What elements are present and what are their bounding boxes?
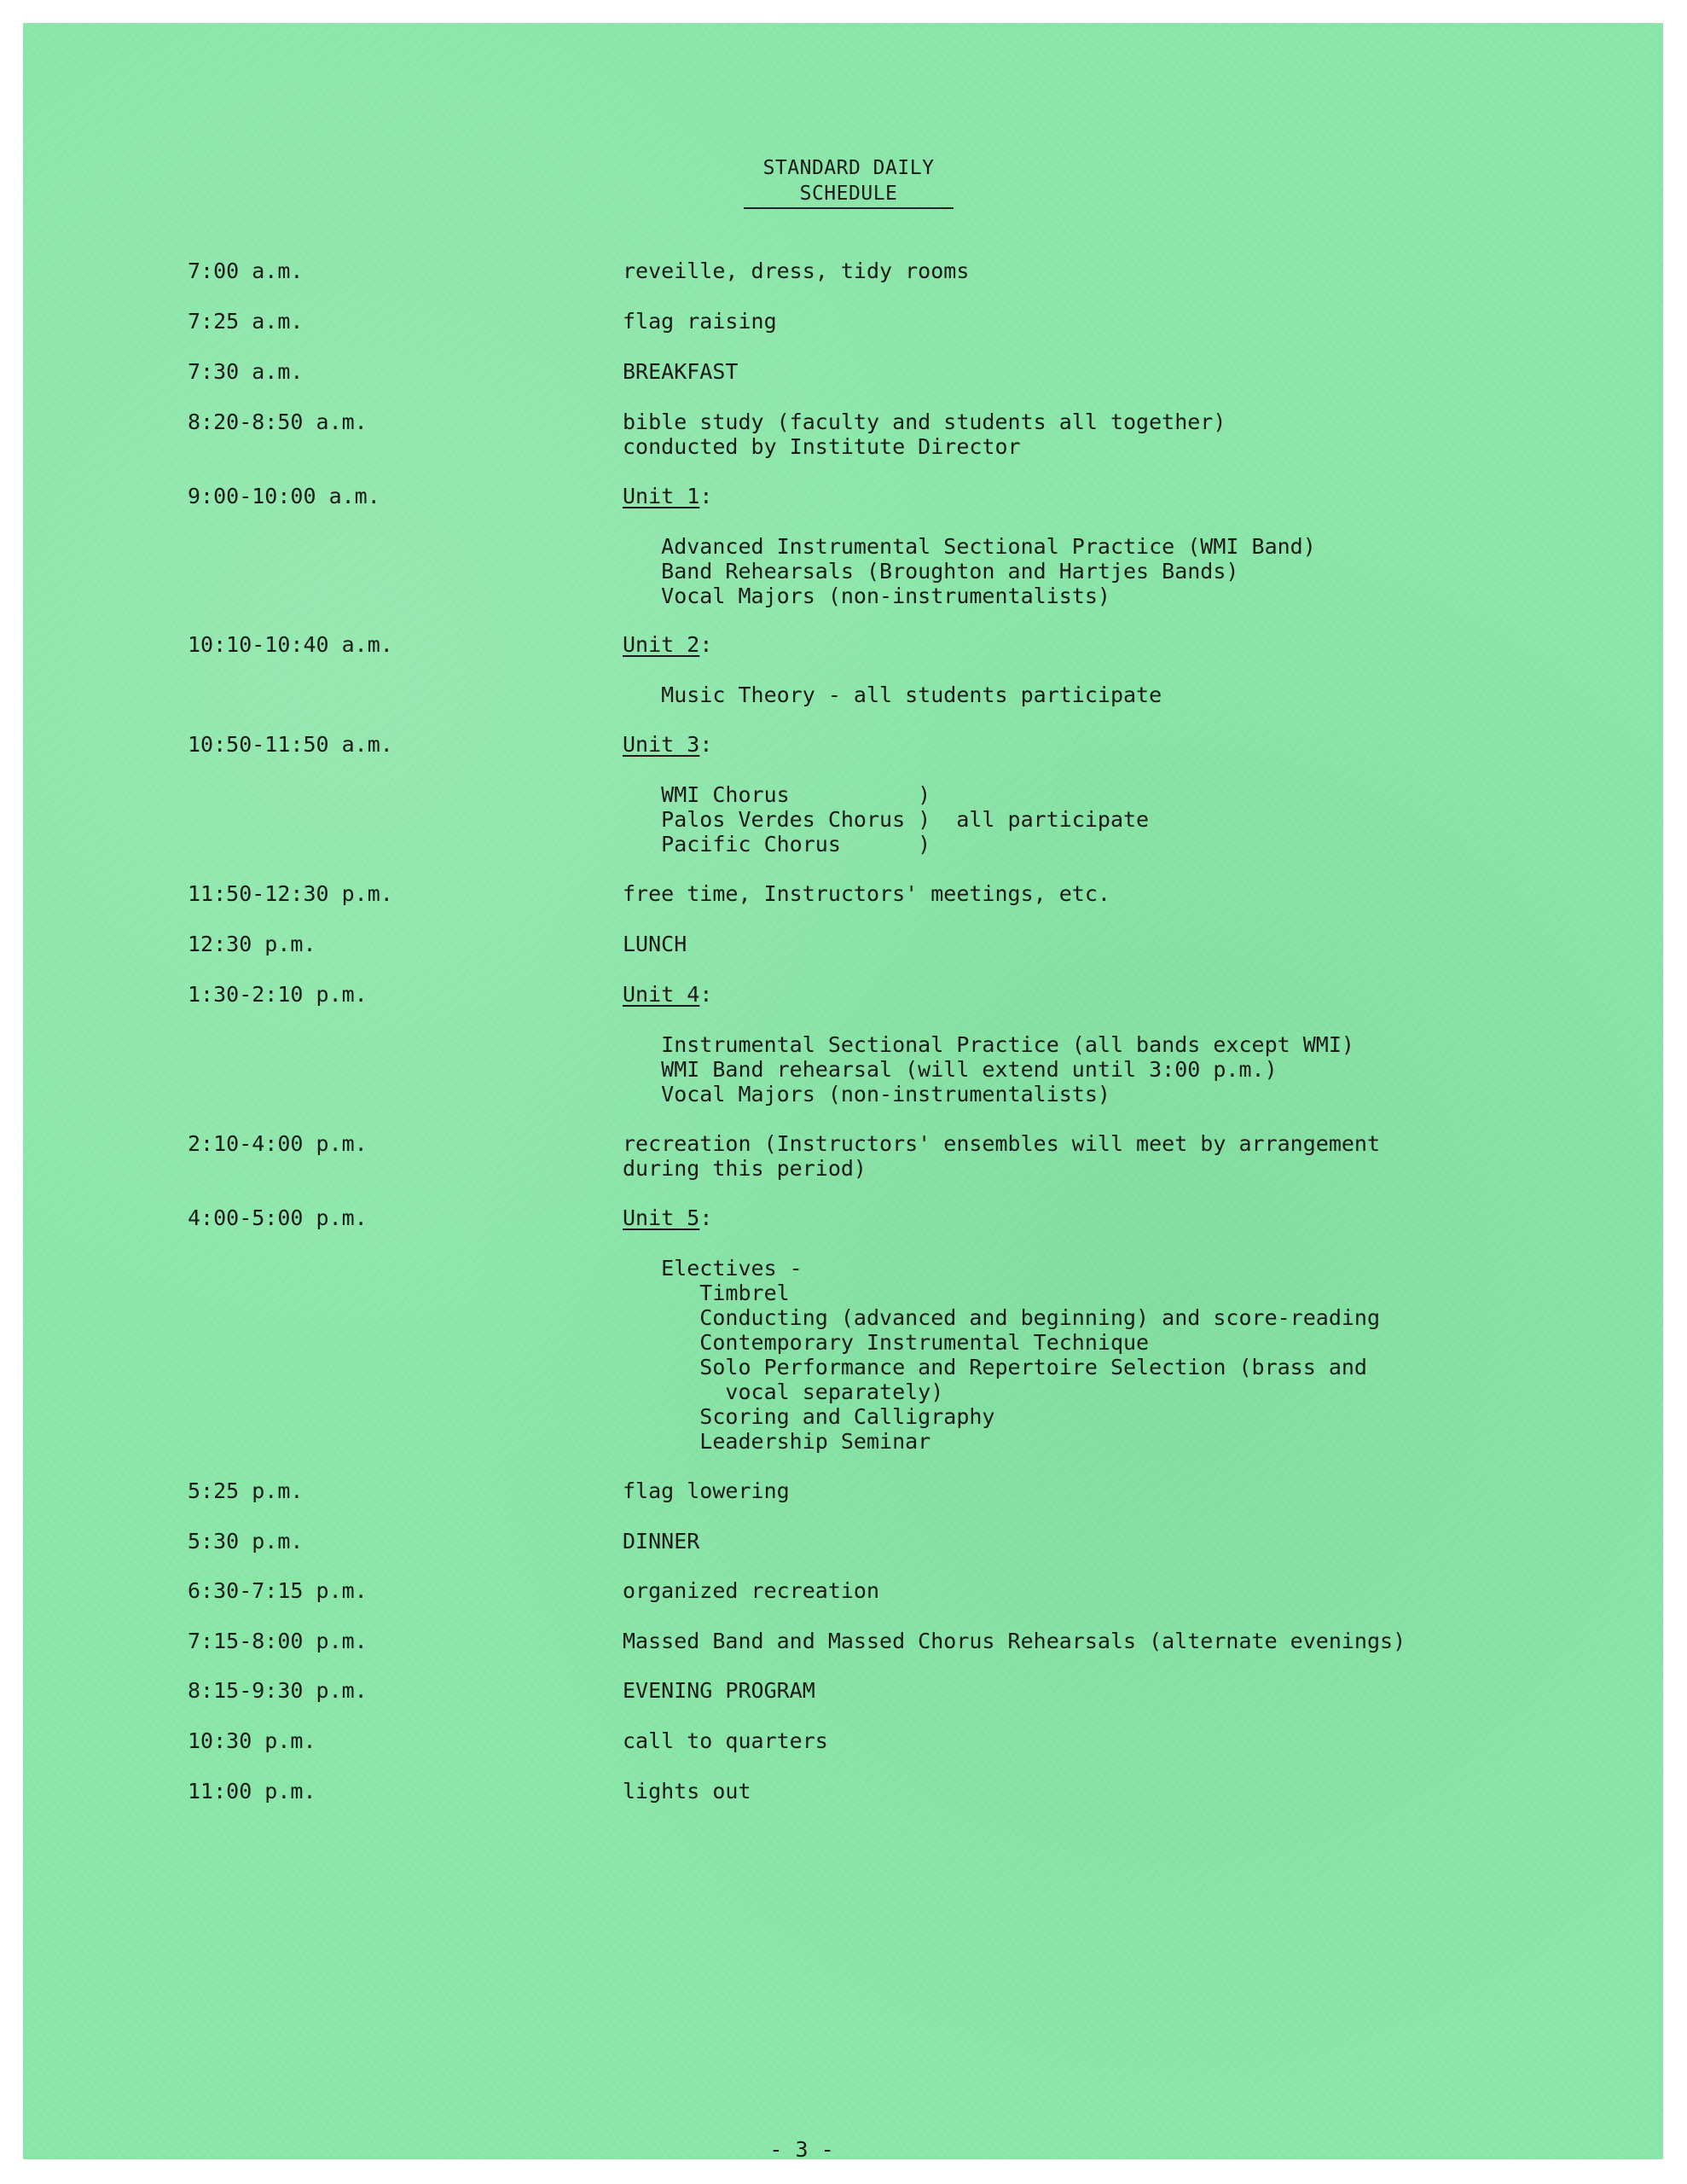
activity-text: flag lowering — [623, 1478, 790, 1503]
unit-details: Instrumental Sectional Practice (all bands except WMI) WMI Band rehearsal (will extend until 3:00 p.m.) Vocal Majors (non-instrumentalists) — [661, 1032, 1354, 1107]
unit-label: Unit 4 — [623, 982, 700, 1007]
unit-heading: Unit 4: — [623, 982, 713, 1007]
page-number: - 3 - — [769, 2137, 834, 2162]
activity-text: free time, Instructors' meetings, etc. — [623, 881, 1110, 906]
unit-details: Music Theory - all students participate — [623, 682, 1162, 707]
activity-text: lights out — [623, 1779, 751, 1804]
activity-text: organized recreation — [623, 1578, 880, 1603]
time-label: 2:10-4:00 p.m. — [188, 1131, 368, 1156]
time-label: 7:30 a.m. — [188, 359, 304, 384]
title-underline — [744, 207, 954, 209]
time-label: 12:30 p.m. — [188, 932, 316, 956]
title-line-2: SCHEDULE — [799, 183, 898, 205]
time-label: 5:30 p.m. — [188, 1529, 304, 1554]
time-label: 9:00-10:00 a.m. — [188, 484, 380, 508]
time-label: 5:25 p.m. — [188, 1478, 304, 1503]
time-label: 10:30 p.m. — [188, 1728, 316, 1753]
time-label: 8:15-9:30 p.m. — [188, 1678, 368, 1703]
unit-label: Unit 2 — [623, 632, 700, 657]
activity-text: BREAKFAST — [623, 359, 739, 384]
title-line-1: STANDARD DAILY — [762, 157, 935, 179]
time-label: 11:00 p.m. — [188, 1779, 316, 1804]
time-label: 10:10-10:40 a.m. — [188, 632, 393, 657]
time-label: 8:20-8:50 a.m. — [188, 410, 368, 434]
time-label: 4:00-5:00 p.m. — [188, 1205, 368, 1230]
activity-text: flag raising — [623, 309, 777, 334]
unit-details: WMI Chorus ) Palos Verdes Chorus ) all participate Pacific Chorus ) — [661, 782, 1150, 857]
unit-details: Advanced Instrumental Sectional Practice (WMI Band) Band Rehearsals (Broughton and Hartjes Bands) Vocal Majors (non-instrumentalists) — [661, 534, 1316, 608]
unit-label: Unit 5 — [623, 1205, 700, 1230]
activity-text: LUNCH — [623, 932, 687, 956]
unit-details: Electives - Timbrel Conducting (advanced and beginning) and score-reading Contemporary Instrumental Technique Solo Performance and Repertoire Selection (brass and vocal separately) Scoring and Calligraphy Leadership Seminar — [661, 1256, 1381, 1454]
time-label: 10:50-11:50 a.m. — [188, 732, 393, 757]
time-label: 11:50-12:30 p.m. — [188, 881, 393, 906]
activity-text: EVENING PROGRAM — [623, 1678, 815, 1703]
unit-heading: Unit 3: — [623, 732, 713, 757]
activity-text: call to quarters — [623, 1728, 828, 1753]
unit-heading: Unit 1: — [623, 484, 713, 508]
activity-text: recreation (Instructors' ensembles will meet by arrangement during this period) — [623, 1131, 1381, 1181]
time-label: 6:30-7:15 p.m. — [188, 1578, 368, 1603]
time-label: 7:15-8:00 p.m. — [188, 1629, 368, 1653]
unit-label: Unit 3 — [623, 732, 700, 757]
unit-heading: Unit 5: — [623, 1205, 713, 1230]
time-label: 7:25 a.m. — [188, 309, 304, 334]
time-label: 1:30-2:10 p.m. — [188, 982, 368, 1007]
unit-heading: Unit 2: — [623, 632, 713, 657]
unit-label: Unit 1 — [623, 484, 700, 508]
activity-text: Massed Band and Massed Chorus Rehearsals (alternate evenings) — [623, 1629, 1406, 1653]
activity-text: DINNER — [623, 1529, 700, 1554]
activity-text: reveille, dress, tidy rooms — [623, 258, 970, 283]
activity-text: bible study (faculty and students all together) conducted by Institute Director — [623, 410, 1226, 459]
time-label: 7:00 a.m. — [188, 258, 304, 283]
